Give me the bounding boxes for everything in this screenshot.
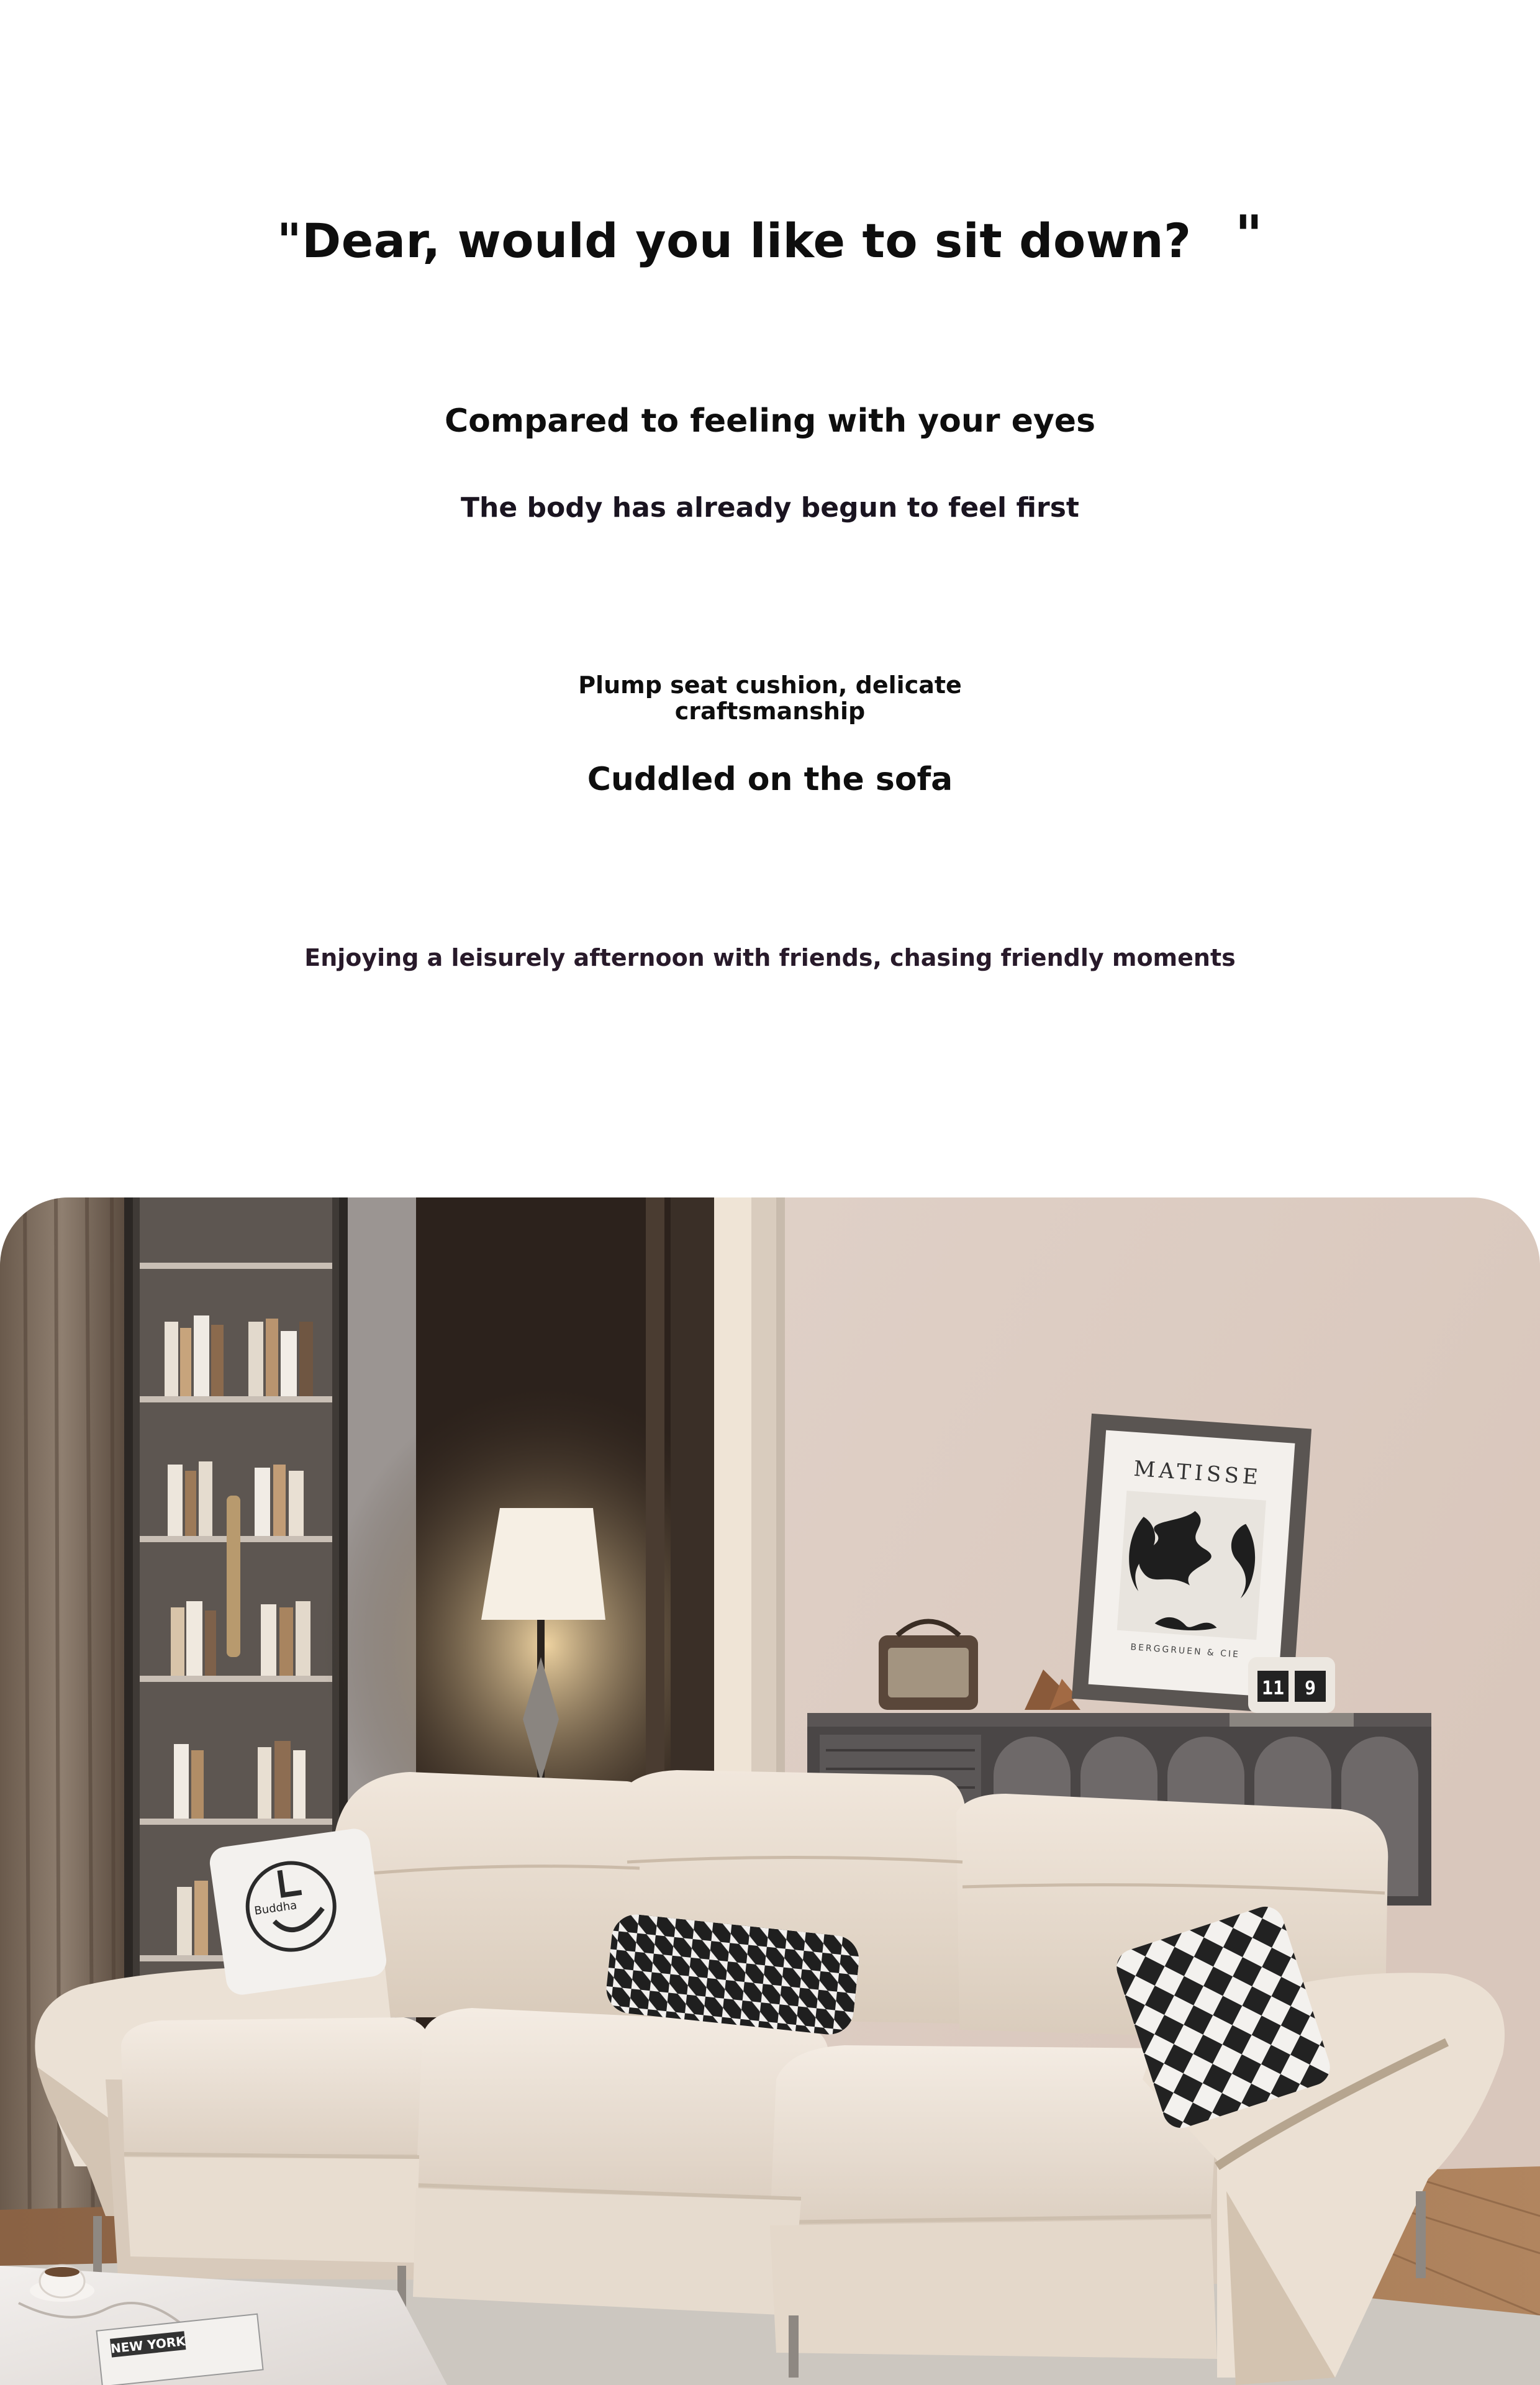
feature-text: Plump seat cushion, delicate craftsmanship [578,671,962,725]
pillow-text: Buddha [253,1899,298,1918]
clock-minutes: 9 [1304,1678,1316,1699]
living-room-photo [0,1197,1540,2385]
poster-title: MATISSE [1133,1456,1263,1491]
headline [0,204,1540,270]
book-text: NEW YORK [109,2333,186,2356]
poster-caption: BERGGRUEN & CIE [1130,1642,1241,1660]
headline-close-quote: " [1234,204,1263,266]
living-room-illustration [0,1197,1540,2385]
subheading-2: The body has already begun to feel first [461,492,1079,524]
cuddle-text: Cuddled on the sofa [587,761,953,798]
enjoy-text: Enjoying a leisurely afternoon with friends, chasing friendly moments [304,944,1236,971]
clock-hours: 11 [1261,1678,1285,1699]
subheading-1: Compared to feeling with your eyes [444,402,1096,440]
headline-text: "Dear, would you like to sit down? [277,213,1192,268]
